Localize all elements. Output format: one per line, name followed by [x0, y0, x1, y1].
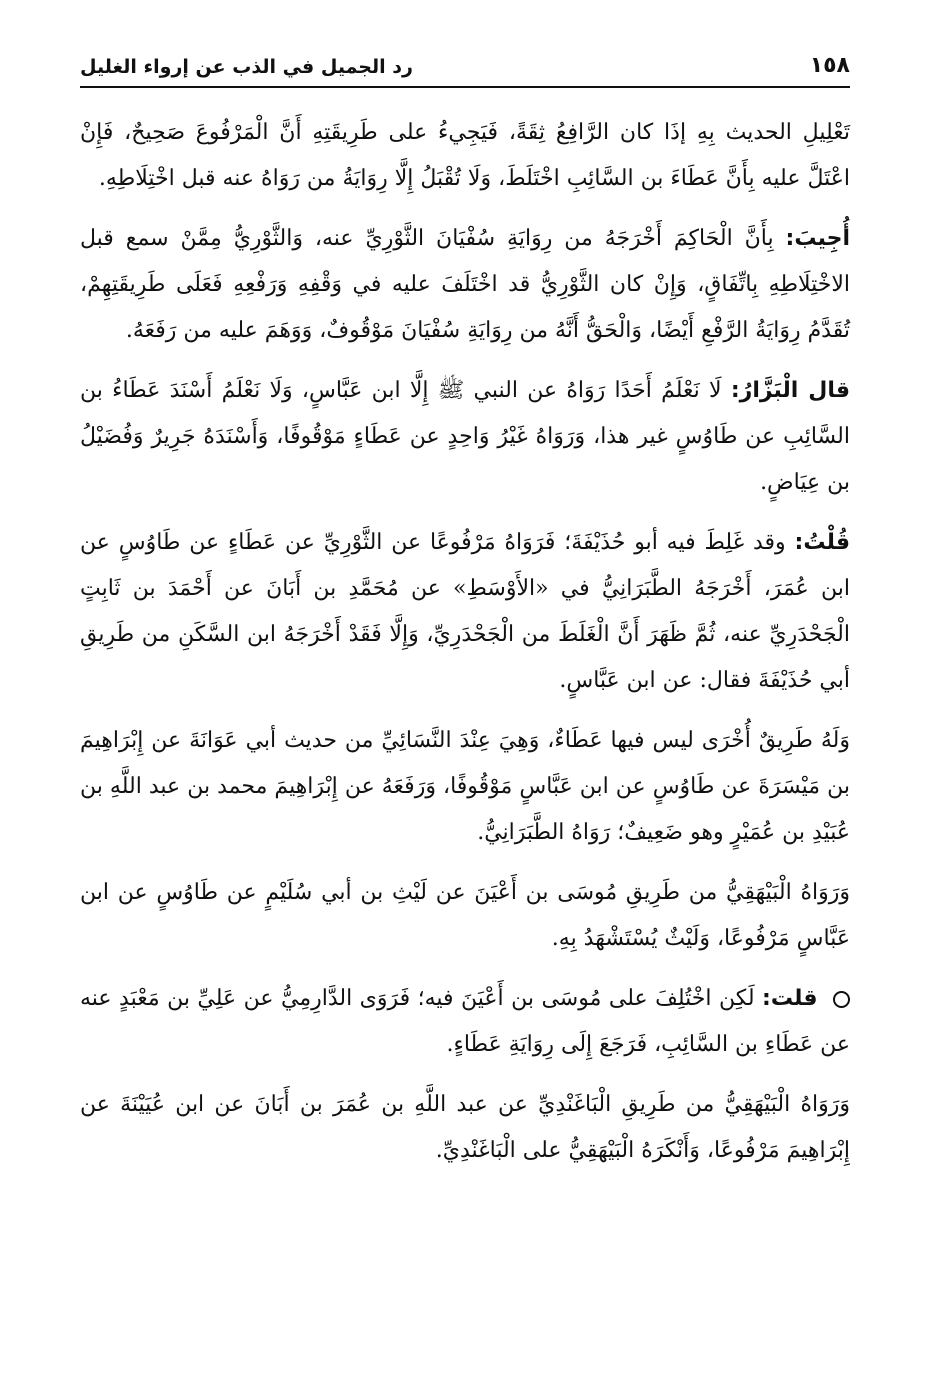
book-page — [80, 40, 850, 1188]
paragraph — [80, 1082, 850, 1174]
paragraph-text: لَا نَعْلَمُ أَحَدًا رَوَاهُ عن النبي ﷺ إِلَّا ابن عَبَّاسٍ، وَلَا نَعْلَمُ أَسْنَدَ عَطَاءُ بن السَّائِبِ عن طَاوُسٍ غير هذا، وَرَوَاهُ غَيْرُ وَاحِدٍ عن عَطَاءٍ مَوْقُوفًا، وَأَسْنَدَهُ جَرِيرٌ وَفُضَيْلُ بن عِيَاضٍ. — [80, 378, 850, 495]
paragraph-lead: قال الْبَزَّارُ: — [730, 378, 851, 403]
body-text — [80, 110, 850, 1174]
paragraph-text: وَلَهُ طَرِيقٌ أُخْرَى ليس فيها عَطَاءٌ، وَهِيَ عِنْدَ النَّسَائِيِّ من حديث أبي عَوَانَةَ عن إِبْرَاهِيمَ بن مَيْسَرَةَ عن طَاوُسٍ عن ابن عَبَّاسٍ مَوْقُوفًا، وَرَفَعَهُ عن إِبْرَاهِيمَ محمد بن عبد اللَّهِ بن عُبَيْدِ بن عُمَيْرٍ وهو ضَعِيفٌ؛ رَوَاهُ الطَّبَرَانِيُّ. — [80, 728, 850, 845]
page-number: ١٥٨ — [809, 53, 850, 78]
running-title: رد الجميل في الذب عن إرواء الغليل — [80, 56, 413, 78]
paragraph — [80, 718, 850, 856]
paragraph — [80, 110, 850, 202]
paragraph — [80, 520, 850, 704]
paragraph-text: وقد غَلِطَ فيه أبو حُذَيْفَةَ؛ فَرَوَاهُ مَرْفُوعًا عن الثَّوْرِيِّ عن عَطَاءٍ عن طَاوُسٍ عن ابن عُمَرَ، أَخْرَجَهُ الطَّبَرَانِيُّ في «الأَوْسَطِ» عن مُحَمَّدِ بن أَبَانَ عن أَحْمَدَ بن ثَابِتٍ الْجَحْدَرِيِّ عنه، ثُمَّ ظَهَرَ أَنَّ الْغَلَطَ من الْجَحْدَرِيِّ، وَإِلَّا فَقَدْ أَخْرَجَهُ ابن السَّكَنِ من طَرِيقِ أبي حُذَيْفَةَ فقال: عن ابن عَبَّاسٍ. — [80, 530, 850, 693]
paragraph — [80, 216, 850, 354]
paragraph — [80, 368, 850, 506]
circle-marker-icon — [833, 991, 850, 1008]
paragraph-text: وَرَوَاهُ الْبَيْهَقِيُّ من طَرِيقِ الْبَاغَنْدِيِّ عن عبد اللَّهِ بن عُمَرَ بن أَبَانَ عن ابن عُيَيْنَةَ عن إِبْرَاهِيمَ مَرْفُوعًا، وَأَنْكَرَهُ الْبَيْهَقِيُّ على الْبَاغَنْدِيِّ. — [80, 1092, 850, 1163]
paragraph-text: لَكِن اخْتُلِفَ على مُوسَى بن أَعْيَنَ فيه؛ فَرَوَى الدَّارِمِيُّ عن عَلِيِّ بن مَعْبَدٍ عنه عن عَطَاءِ بن السَّائِبِ، فَرَجَعَ إِلَى رِوَايَةِ عَطَاءٍ. — [80, 986, 850, 1057]
paragraph-lead: قلت: — [762, 986, 818, 1011]
paragraph — [80, 870, 850, 962]
paragraph — [80, 976, 850, 1068]
paragraph-text: بِأَنَّ الْحَاكِمَ أَخْرَجَهُ من رِوَايَةِ سُفْيَانَ الثَّوْرِيِّ عنه، وَالثَّوْرِيُّ مِمَّنْ سمع قبل الاخْتِلَاطِهِ بِاتِّفَاقٍ، وَإِنْ كان الثَّوْرِيُّ قد اخْتَلَفَ عليه في وَقْفِهِ وَرَفْعِهِ فَعَلَى طَرِيقَتِهِمْ، تُقَدَّمُ رِوَايَةُ الرَّفْعِ أَيْضًا، وَالْحَقُّ أَنَّهُ من رِوَايَةِ سُفْيَانَ مَوْقُوفٌ، وَوَهَمَ عليه من رَفَعَهُ. — [80, 226, 850, 343]
paragraph-lead: قُلْتُ: — [794, 530, 850, 555]
page-header — [80, 40, 850, 88]
paragraph-text: وَرَوَاهُ الْبَيْهَقِيُّ من طَرِيقِ مُوسَى بن أَعْيَنَ عن لَيْثِ بن أبي سُلَيْمٍ عن طَاوُسٍ عن ابن عَبَّاسٍ مَرْفُوعًا، وَلَيْثٌ يُسْتَشْهَدُ بِهِ. — [80, 880, 850, 951]
paragraph-text: تَعْلِيلِ الحديث بِهِ إذَا كان الرَّافِعُ ثِقَةً، فَيَجِيءُ على طَرِيقَتِهِ أَنَّ الْمَرْفُوعَ صَحِيحٌ، فَإِنْ اعْتَلَّ عليه بِأَنَّ عَطَاءَ بن السَّائِبِ اخْتَلَطَ، وَلَا تُقْبَلُ إِلَّا رِوَايَةُ من رَوَاهُ عنه قبل اخْتِلَاطِهِ. — [80, 120, 850, 191]
paragraph-lead: أُجِيبَ: — [785, 226, 850, 251]
